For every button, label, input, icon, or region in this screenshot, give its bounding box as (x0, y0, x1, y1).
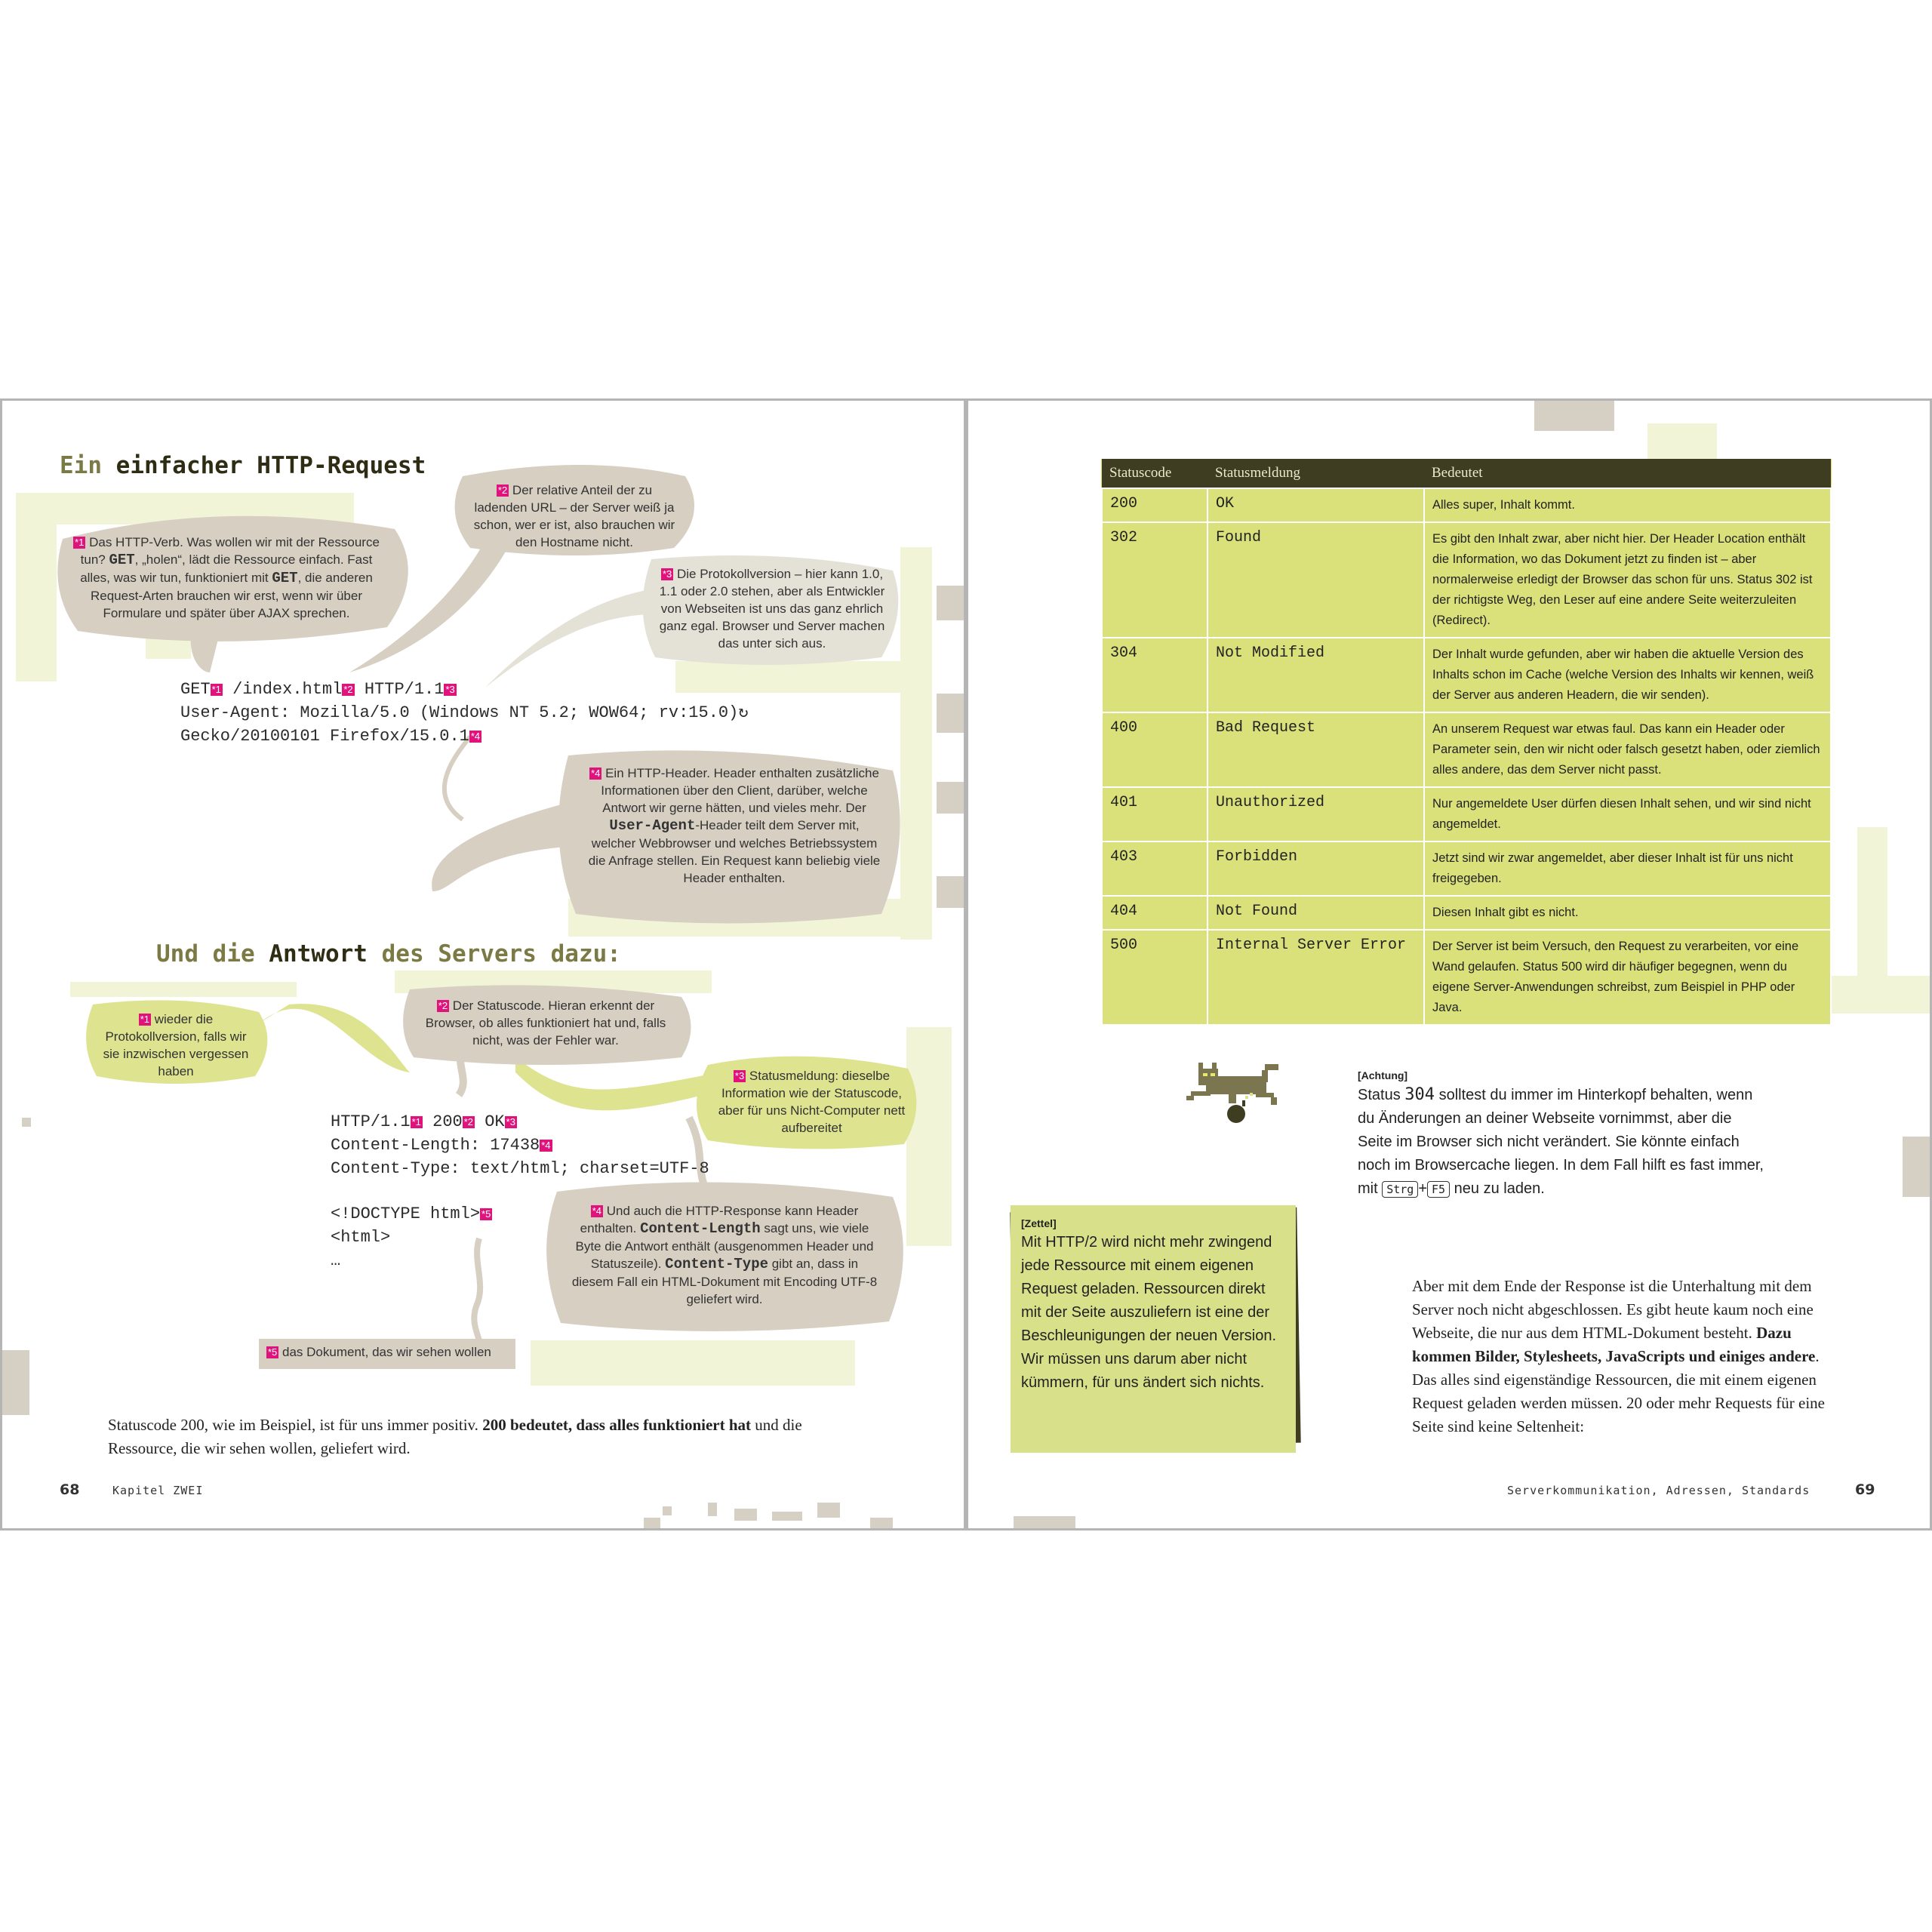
table-header: Statusmeldung (1208, 459, 1424, 488)
deco-pixel (644, 1518, 660, 1531)
deco-pixel (772, 1512, 802, 1521)
chapter-label: Kapitel ZWEI (112, 1484, 204, 1497)
cat-with-bomb-icon (1183, 1054, 1289, 1129)
table-cell: 403 (1102, 841, 1208, 896)
footnote-marker: *1 (211, 684, 221, 695)
table-header: Bedeutet (1424, 459, 1831, 488)
table-row (1102, 930, 1831, 1025)
footnote-marker: *4 (592, 1205, 601, 1217)
note-http-verb (64, 534, 389, 622)
table-cell: 400 (1102, 712, 1208, 787)
note-text: neu zu laden. (1450, 1180, 1545, 1197)
heading-text-bold: einfacher HTTP-Request (115, 452, 426, 479)
note-text: wieder die Protokollversion, falls wir sie inzwischen vergessen haben (103, 1012, 249, 1078)
code-line: … (331, 1251, 341, 1270)
key-strg: Strg (1382, 1181, 1418, 1198)
table-row (1102, 638, 1831, 712)
note-text: gibt an, dass in diesem Fall ein HTML-Dokument mit Encoding UTF-8 geliefert wird. (571, 1257, 878, 1306)
zettel-note (1011, 1205, 1296, 1453)
note-text: Mit HTTP/2 wird nicht mehr zwingend jede Ressource mit einem eigenen Request geladen. Ressourcen direkt mit der Seite auszuliefern ist eine der Beschleunigungen der neuen Version. Wir müssen uns darum aber nicht kümmern, für uns ändert sich nichts. (1021, 1234, 1277, 1391)
body-paragraph (1412, 1275, 1838, 1438)
table-cell: Jetzt sind wir zwar angemeldet, aber dieser Inhalt ist für uns nicht freigegeben. (1424, 841, 1831, 896)
note-http-header (587, 764, 881, 887)
table-row (1102, 787, 1831, 841)
inline-code: GET (272, 570, 298, 586)
page-number: 69 (1855, 1481, 1875, 1498)
heading-text: Ein (60, 452, 116, 479)
note-title: [Zettel] (1021, 1217, 1057, 1229)
note-text: Status (1358, 1087, 1405, 1103)
heading-text: dazu: (536, 940, 621, 968)
key-f5: F5 (1427, 1181, 1450, 1198)
code-token: OK (475, 1112, 505, 1131)
note-text: Der Statuscode. Hieran erkennt der Browser, ob alles funktioniert hat und, falls nicht, was der Fehler war. (425, 998, 666, 1048)
deco-block (1647, 423, 1717, 460)
heading-text: Servers (438, 940, 537, 968)
table-cell: Alles super, Inhalt kommt. (1424, 488, 1831, 522)
status-code-table (1101, 459, 1832, 1026)
note-text: Das HTTP-Verb. Was wollen wir mit der Ressource tun? (80, 535, 380, 567)
heading-text-bold: Antwort (269, 940, 368, 968)
code-token: /index.html (222, 680, 343, 699)
table-cell: Not Found (1208, 896, 1424, 930)
note-text: , die anderen Request-Arten brauchen wir erst, wenn wir über Formulare und später über AJAX sprechen. (91, 571, 373, 620)
table-cell: Bad Request (1208, 712, 1424, 787)
table-cell: Found (1208, 522, 1424, 638)
body-text: Aber mit dem Ende der Response ist die Unterhaltung mit dem Server noch nicht abgeschlossen. Es gibt heute kaum noch eine Webseite, die nur aus dem HTML-Dokument besteht. (1412, 1277, 1814, 1342)
code-line: <html> (331, 1228, 391, 1247)
note-title: [Achtung] (1358, 1069, 1408, 1081)
note-statuscode (417, 997, 674, 1049)
footnote-marker: *3 (445, 684, 455, 695)
note-text: Ein HTTP-Header. Header enthalten zusätzliche Informationen über den Client, darüber, welche Antwort wir gerne hätten, und vieles mehr. Der (601, 766, 879, 815)
achtung-note (1358, 1068, 1765, 1201)
body-paragraph (108, 1414, 863, 1460)
note-text: solltest du immer im Hinterkopf behalten, wenn du Änderungen an deiner Webseite vornimmst, aber die Seite im Browser sich nicht verändert. Sie könnte einfach noch im Browsercache liegen. In dem Fall hilft es fast immer, mit (1358, 1087, 1764, 1197)
table-cell: Diesen Inhalt gibt es nicht. (1424, 896, 1831, 930)
table-cell: 200 (1102, 488, 1208, 522)
note-protocol-version (659, 565, 885, 652)
code-line: <!DOCTYPE html> (331, 1204, 481, 1223)
table-cell: Der Inhalt wurde gefunden, aber wir haben die aktuelle Version des Inhalts schon im Cache (welche Version des Inhalts wir kennen, weiß der Server aus anderen Headern, die wir senden). (1424, 638, 1831, 712)
code-line: User-Agent: Mozilla/5.0 (Windows NT 5.2; WOW64; rv:15.0) (180, 703, 739, 722)
code-token: HTTP/1.1 (354, 680, 445, 699)
table-cell: Der Server ist beim Versuch, den Request zu verarbeiten, vor eine Wand gelaufen. Status 500 wird dir häufiger begegnen, wenn du eigene Server-Anwendungen schreibst, zum Beispiel in PHP oder Java. (1424, 930, 1831, 1025)
note-text: sagt uns, wie viele Byte die Antwort enthält (ausgenommen Header und Statuszeile). (575, 1221, 874, 1271)
deco-pixel (817, 1503, 840, 1518)
footnote-marker: *5 (481, 1208, 491, 1220)
inline-code: 304 (1404, 1085, 1435, 1104)
footnote-marker: *4 (591, 768, 601, 779)
table-cell: 404 (1102, 896, 1208, 930)
note-protocol-version-again (100, 1011, 251, 1080)
note-text: Die Protokollversion – hier kann 1.0, 1.1 oder 2.0 stehen, aber als Entwickler von Webseiten ist uns das ganz ehrlich ganz egal. Browser und Server machen das unter sich aus. (659, 567, 885, 651)
footnote-marker: *2 (343, 684, 353, 695)
footnote-marker: *1 (411, 1116, 421, 1128)
table-cell: 401 (1102, 787, 1208, 841)
section-heading-request (60, 452, 426, 479)
note-text: -Header teilt dem Server mit, welcher Webbrowser und welches Betriebssystem die Anfrage stellen. Ein Request kann beliebig viele Header enthalten. (588, 818, 881, 885)
table-cell: Forbidden (1208, 841, 1424, 896)
footnote-marker: *4 (541, 1140, 551, 1151)
code-line: Gecko/20100101 Firefox/15.0.1 (180, 727, 469, 746)
table-cell: 500 (1102, 930, 1208, 1025)
table-row (1102, 841, 1831, 896)
code-line: Content-Type: text/html; charset=UTF-8 (331, 1159, 709, 1178)
footnote-marker: *4 (470, 731, 481, 742)
page-number: 68 (60, 1481, 80, 1498)
deco-block (1534, 401, 1614, 431)
http-response-code (331, 1110, 709, 1272)
footnote-marker: *3 (506, 1116, 515, 1128)
http-request-code (180, 678, 749, 748)
note-statusmeldung (715, 1067, 908, 1137)
body-text: . Das alles sind eigenständige Ressourcen, die mit einem eigenen Request geladen werden müssen. 20 oder mehr Requests für eine Seite sind keine Seltenheit: (1412, 1347, 1826, 1435)
deco-pixel (708, 1503, 717, 1516)
table-cell: Unauthorized (1208, 787, 1424, 841)
table-cell: Not Modified (1208, 638, 1424, 712)
section-heading-response (156, 940, 621, 968)
footnote-marker: *1 (75, 537, 85, 548)
footnote-marker: *1 (140, 1014, 150, 1025)
table-row (1102, 488, 1831, 522)
note-document (266, 1343, 515, 1361)
table-cell: OK (1208, 488, 1424, 522)
table-cell: 304 (1102, 638, 1208, 712)
line-wrap-icon: ↻ (738, 703, 749, 722)
body-text-bold: Dazu kommen Bilder, Stylesheets, JavaScripts und einiges andere (1412, 1324, 1816, 1365)
note-text: das Dokument, das wir sehen wollen (278, 1345, 491, 1359)
deco-pixel (870, 1518, 893, 1531)
inline-code: Content-Length (640, 1220, 761, 1237)
deco-block (1014, 1516, 1075, 1531)
body-text: Statuscode 200, wie im Beispiel, ist für uns immer positiv. (108, 1416, 483, 1434)
inline-code: User-Agent (609, 817, 696, 834)
note-text: Und auch die HTTP-Response kann Header enthalten. (580, 1204, 859, 1235)
table-cell: 302 (1102, 522, 1208, 638)
heading-text: des (367, 940, 438, 968)
inline-code: GET (109, 552, 135, 568)
section-label: Serverkommunikation, Adressen, Standards (1507, 1484, 1810, 1497)
table-cell: Es gibt den Inhalt zwar, aber nicht hier. Der Header Location enthält die Information, wo das Dokument jetzt zu finden ist – aber normalerweise erledigt der Browser das schon für uns. Status 302 ist der richtigste Weg, den Leser auf eine andere Seite weiterzuleiten (Redirect). (1424, 522, 1831, 638)
footnote-marker: *2 (438, 1000, 448, 1011)
footnote-marker: *5 (268, 1346, 278, 1358)
body-text: und die Ressource, die wir sehen wollen, geliefert wird. (108, 1416, 802, 1457)
footnote-marker: *3 (662, 568, 672, 580)
inline-code: Content-Type (665, 1256, 768, 1272)
deco-pixel (663, 1506, 672, 1515)
table-row (1102, 522, 1831, 638)
table-header: Statuscode (1102, 459, 1208, 488)
deco-pixel (734, 1509, 757, 1521)
deco-block (1903, 1137, 1932, 1197)
table-header-row (1102, 459, 1831, 488)
deco-block (1857, 827, 1887, 978)
table-cell: An unserem Request war etwas faul. Das kann ein Header oder Parameter sein, den wir nicht oder falsch gesetzt haben, oder ziemlich alles andere, das dem Server nicht passt. (1424, 712, 1831, 787)
right-page (966, 398, 1932, 1531)
table-cell: Nur angemeldete User dürfen diesen Inhalt sehen, und wir sind nicht angemeldet. (1424, 787, 1831, 841)
code-token: HTTP/1.1 (331, 1112, 411, 1131)
table-cell: Internal Server Error (1208, 930, 1424, 1025)
note-text: Der relative Anteil der zu ladenden URL – der Server weiß ja schon, wer er ist, also brauchen wir den Hostname nicht. (473, 483, 675, 549)
left-page (0, 398, 966, 1531)
note-relative-url (469, 481, 680, 551)
note-text: Statusmeldung: dieselbe Information wie der Statuscode, aber für uns Nicht-Computer nett aufbereitet (718, 1069, 906, 1135)
note-text: , „holen“, lädt die Ressource einfach. Fast alles, was wir tun, funktioniert mit (80, 552, 373, 585)
book-spread (0, 398, 1932, 1532)
body-text-bold: 200 bedeutet, dass alles funktioniert hat (482, 1416, 752, 1434)
code-token: 200 (422, 1112, 463, 1131)
key-plus: + (1418, 1180, 1428, 1197)
code-line: Content-Length: 17438 (331, 1136, 540, 1155)
footnote-marker: *2 (463, 1116, 474, 1128)
code-token: GET (180, 680, 211, 699)
heading-text: Und die (156, 940, 269, 968)
footnote-marker: *3 (734, 1070, 745, 1081)
footnote-marker: *2 (497, 485, 508, 496)
table-row (1102, 896, 1831, 930)
table-row (1102, 712, 1831, 787)
